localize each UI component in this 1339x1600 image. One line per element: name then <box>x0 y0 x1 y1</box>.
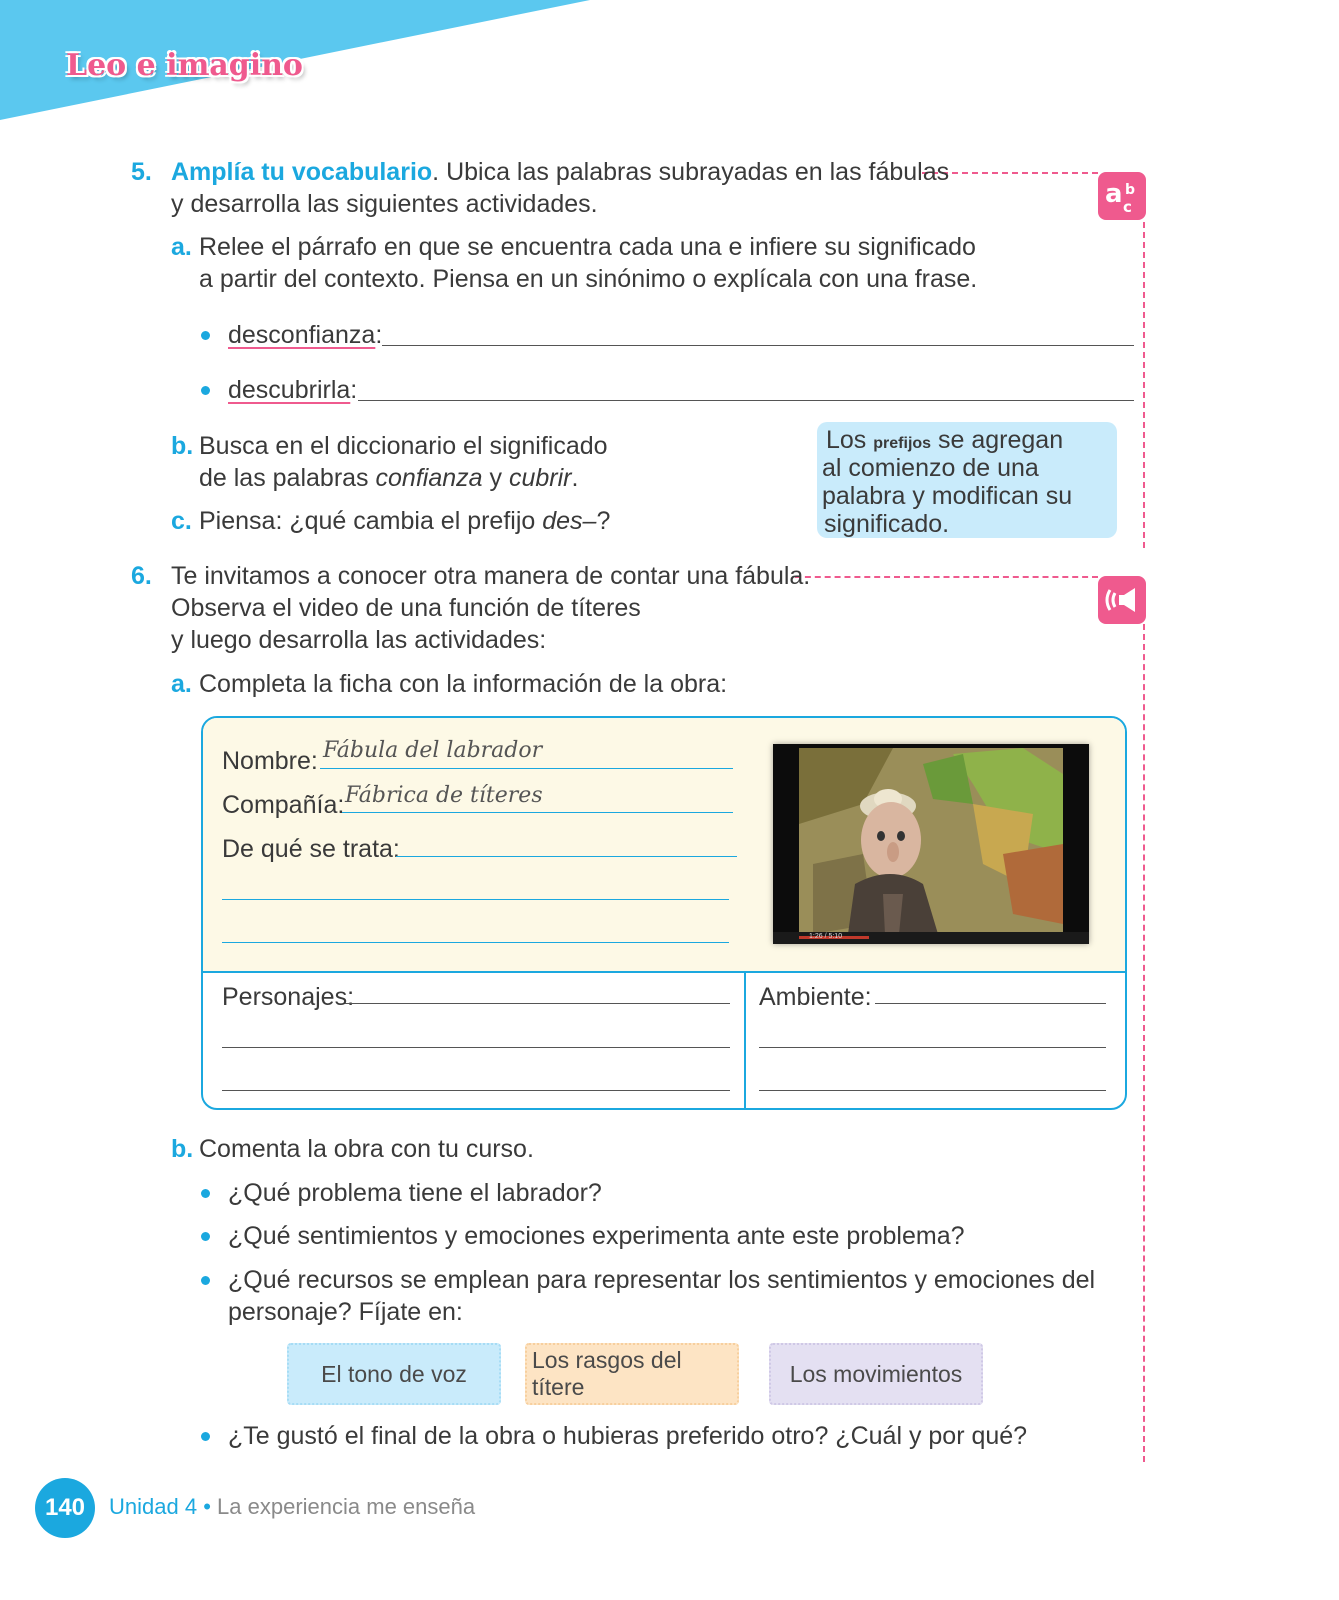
q5b-word-confianza: confianza <box>375 464 483 492</box>
nombre-label: Nombre: <box>222 747 318 775</box>
prefix-tip-box <box>817 422 1117 538</box>
compania-value: Fábrica de títeres <box>345 783 543 808</box>
bullet <box>201 1232 210 1241</box>
q5-instruction <box>171 156 949 189</box>
answer-line-desconfianza[interactable] <box>382 345 1134 346</box>
video-time: 1:26 / 5:10 <box>809 933 843 940</box>
vocab-word-desconfianza: desconfianza <box>228 321 376 349</box>
q5b-line1: Busca en el diccionario el significado <box>199 432 608 460</box>
q5a-line1: Relee el párrafo en que se encuentra cada una e infiere su significado <box>199 233 976 261</box>
personajes-label: Personajes: <box>222 983 355 1011</box>
tip-line2-text: al comienzo de una <box>822 454 1039 482</box>
vocab-word-descubrirla: descubrirla <box>228 376 351 404</box>
question-2: ¿Qué sentimientos y emociones experimenta ante este problema? <box>228 1222 965 1250</box>
speaker-audio-icon <box>1098 576 1146 624</box>
svg-text:b: b <box>1125 182 1136 198</box>
chip-tono-voz <box>287 1343 501 1405</box>
tip-line3-text: palabra y modifican su <box>822 482 1073 510</box>
trata-line-1[interactable] <box>396 856 737 857</box>
vocab-word-2 <box>228 374 357 407</box>
q5b-pre: de las palabras <box>199 464 376 492</box>
guide-line-vertical-q5 <box>1143 222 1145 548</box>
ambiente-line-3[interactable] <box>759 1090 1106 1091</box>
q5b-letter <box>171 430 193 463</box>
bullet <box>201 1189 210 1198</box>
q6a-letter <box>171 668 192 701</box>
q5c-text <box>199 505 610 538</box>
personajes-line-3[interactable] <box>222 1090 730 1091</box>
personajes-line-1[interactable] <box>345 1003 730 1004</box>
bullet <box>201 1276 210 1285</box>
q5a-letter-text: a. <box>171 233 192 261</box>
q5c-letter <box>171 505 192 538</box>
tip-bold: prefijos <box>873 435 932 452</box>
q6b-text: Comenta la obra con tu curso. <box>199 1135 534 1163</box>
q5-lead: Amplía tu vocabulario <box>171 158 433 186</box>
q6-number <box>131 560 152 593</box>
vocab-word-1 <box>228 319 382 352</box>
q5c-pre: Piensa: ¿qué cambia el prefijo <box>199 507 543 535</box>
q5-line1 <box>131 156 152 189</box>
q6-number-text: 6. <box>131 562 152 590</box>
question-4: ¿Te gustó el final de la obra o hubieras preferido otro? ¿Cuál y por qué? <box>228 1422 1028 1450</box>
q6-line1: Te invitamos a conocer otra manera de contar una fábula. <box>171 562 811 590</box>
svg-text:c: c <box>1123 198 1132 216</box>
q5b-mid: y <box>482 464 509 492</box>
trata-line-3[interactable] <box>222 942 729 943</box>
bullet <box>201 1432 210 1441</box>
q5-line2: y desarrolla las siguientes actividades. <box>171 190 598 218</box>
q5c-letter-text: c. <box>171 507 192 535</box>
q6a-text: Completa la ficha con la información de la obra: <box>199 670 728 698</box>
card-divider <box>744 973 746 1110</box>
q5-number: 5. <box>131 158 152 186</box>
q5a-letter <box>171 231 192 264</box>
bullet <box>201 331 210 340</box>
question-3-line2: personaje? Fíjate en: <box>228 1298 463 1326</box>
q5c-end: ? <box>596 507 611 535</box>
puppet-video-frame <box>773 744 1089 944</box>
q5b-letter-text: b. <box>171 432 194 460</box>
ambiente-line-1[interactable] <box>875 1003 1106 1004</box>
tip-line3 <box>822 482 1072 510</box>
compania-label: Compañía: <box>222 791 345 819</box>
q5b-end: . <box>571 464 579 492</box>
footer-title: La experiencia me enseña <box>217 1494 476 1519</box>
q6-line2: Observa el video de una función de títeres <box>171 594 641 622</box>
compania-line[interactable] <box>342 812 733 813</box>
chip-tono-voz-label: El tono de voz <box>294 1350 494 1398</box>
page-number: 140 <box>35 1478 95 1538</box>
nombre-value: Fábula del labrador <box>323 738 543 763</box>
chip-movimientos-label: Los movimientos <box>776 1350 976 1398</box>
vocab-sep: : <box>350 376 358 404</box>
tip-line1 <box>826 426 1063 454</box>
question-3-line1: ¿Qué recursos se emplean para representar los sentimientos y emociones del <box>228 1266 1096 1294</box>
trata-line-2[interactable] <box>222 899 729 900</box>
trata-label: De qué se trata: <box>222 835 400 863</box>
tip-line4 <box>824 510 949 538</box>
tip-line4-text: significado. <box>824 510 950 538</box>
footer-unit-line <box>109 1494 475 1520</box>
vocab-sep: : <box>375 321 383 349</box>
q5-line1-rest: . Ubica las palabras subrayadas en las fábulas <box>432 158 950 186</box>
personajes-line-2[interactable] <box>222 1047 730 1048</box>
brand-title: Leo e imagino <box>66 48 303 83</box>
answer-line-descubrirla[interactable] <box>358 400 1134 401</box>
footer-unit: Unidad 4 <box>109 1494 198 1519</box>
abc-vocabulary-icon <box>1098 172 1146 220</box>
q5b-word-cubrir: cubrir <box>508 464 572 492</box>
guide-line-q6 <box>795 576 1098 578</box>
q5c-prefix: des– <box>542 507 597 535</box>
bullet <box>201 386 210 395</box>
nombre-line[interactable] <box>320 768 733 769</box>
q5b-line2 <box>199 462 578 495</box>
svg-text:a: a <box>1105 179 1123 209</box>
tip-post: se agregan <box>931 426 1064 454</box>
q6b-letter-text: b. <box>171 1135 194 1163</box>
footer-dot: • <box>203 1494 211 1519</box>
q6-line3: y luego desarrolla las actividades: <box>171 626 547 654</box>
guide-line-vertical-q6 <box>1143 624 1145 1462</box>
chip-rasgos-titere <box>525 1343 739 1405</box>
chip-rasgos-titere-label: Los rasgos del títere <box>532 1350 732 1398</box>
ambiente-label: Ambiente: <box>759 983 872 1011</box>
q5a-line2: a partir del contexto. Piensa en un sinónimo o explícala con una frase. <box>199 265 978 293</box>
q6b-letter <box>171 1133 193 1166</box>
q6a-letter-text: a. <box>171 670 192 698</box>
tip-line2 <box>822 454 1039 482</box>
tip-pre: Los <box>826 426 874 454</box>
puppet-video-player[interactable] <box>773 744 1089 944</box>
question-1: ¿Qué problema tiene el labrador? <box>228 1179 602 1207</box>
ambiente-line-2[interactable] <box>759 1047 1106 1048</box>
chip-movimientos <box>769 1343 983 1405</box>
